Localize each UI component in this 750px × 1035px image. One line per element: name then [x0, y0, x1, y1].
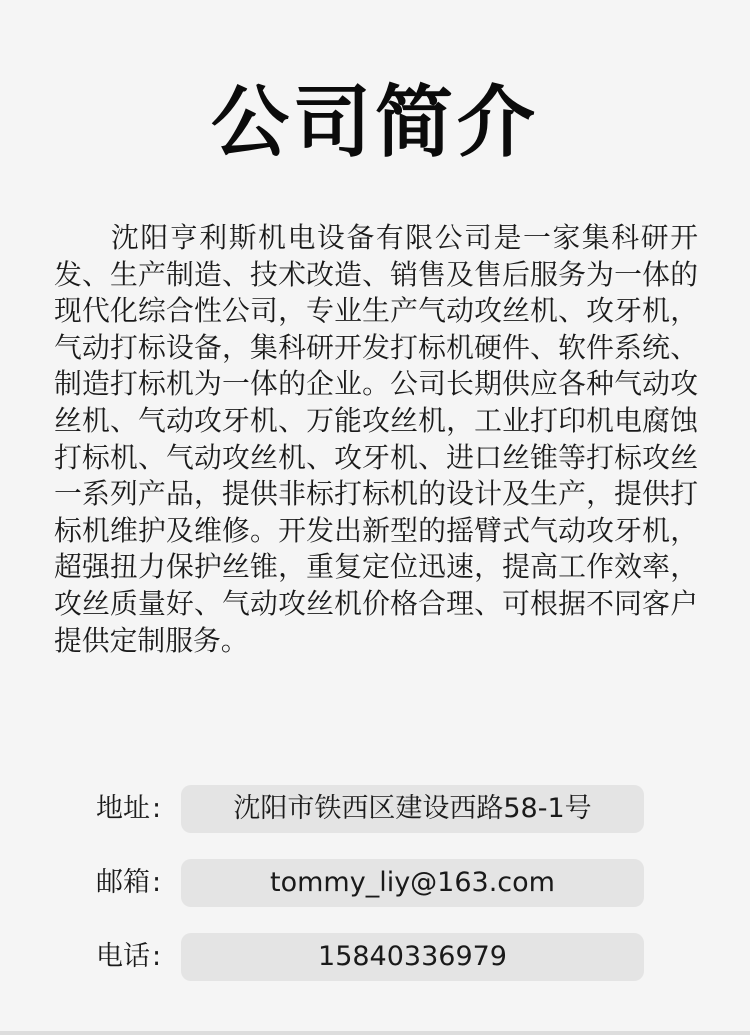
- company-intro-paragraph: 沈阳亨利斯机电设备有限公司是一家集科研开发、生产制造、技术改造、销售及售后服务为一体的现代化综合性公司，专业生产气动攻丝机、攻牙机，气动打标设备，集科研开发打标机硬件、软件系统、制造打标机为一体的企业。公司长期供应各种气动攻丝机、气动攻牙机、万能攻丝机，工业打印机电腐蚀打标机、气动攻丝机、攻牙机、进口丝锥等打标攻丝一系列产品，提供非标打标机的设计及生产，提供打标机维护及维修。开发出新型的摇臂式气动攻牙机，超强扭力保护丝锥，重复定位迅速，提高工作效率，攻丝质量好、气动攻丝机价格合理、可根据不同客户提供定制服务。: [54, 221, 698, 657]
- address-label: 地址: [96, 793, 150, 824]
- phone-colon: :: [152, 941, 162, 972]
- email-label: 邮箱: [96, 867, 150, 898]
- contact-row-phone: [0, 933, 750, 981]
- email-value[interactable]: tommy_liy@163.com: [181, 859, 644, 907]
- address-value: 沈阳市铁西区建设西路58-1号: [181, 785, 644, 833]
- phone-label: 电话: [96, 941, 150, 972]
- page-title: 公司简介: [210, 78, 539, 168]
- contact-row-email: [0, 859, 750, 907]
- email-colon: :: [152, 867, 162, 898]
- bottom-divider: [0, 1031, 750, 1035]
- phone-value[interactable]: 15840336979: [181, 933, 644, 981]
- contact-row-address: [0, 785, 750, 833]
- address-colon: :: [152, 793, 162, 824]
